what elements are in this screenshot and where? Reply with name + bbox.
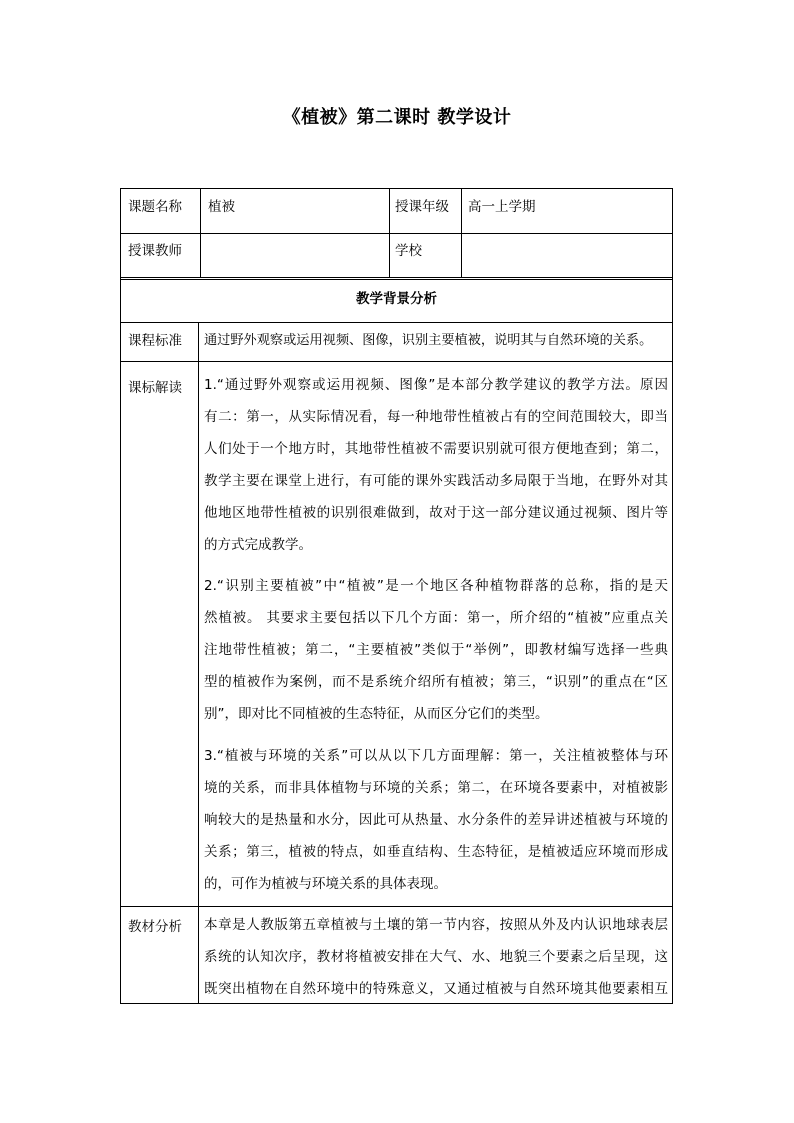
text-line: 关系；第三，植被的特点，如垂直结构、生态特征，是植被适应环境而形成 xyxy=(204,844,668,860)
text-line: 注地带性植被；第二，“主要植被”类似于“举例”，即教材编写选择一些典 xyxy=(204,642,668,658)
text-line: 既突出植物在自然环境中的特殊意义，又通过植被与自然环境其他要素相互 xyxy=(204,981,668,997)
text-line: 响较大的是热量和水分，因此可从热量、水分条件的差异讲述植被与环境的 xyxy=(204,812,668,828)
school-label: 学校 xyxy=(395,243,422,259)
text-line: 2.“识别主要植被”中“植被”是一个地区各种植物群落的总称，指的是天 xyxy=(204,578,668,594)
text-line: 然植被。 其要求主要包括以下几个方面：第一，所介绍的“植被”应重点关 xyxy=(204,610,668,626)
text-line: 别”，即对比不同植被的生态特征，从而区分它们的类型。 xyxy=(204,706,549,722)
text-line: 的方式完成教学。 xyxy=(204,537,312,553)
section-heading: 教学背景分析 xyxy=(356,291,437,307)
standard-label: 课程标准 xyxy=(128,333,182,349)
teacher-label: 授课教师 xyxy=(128,243,182,259)
interpretation-paragraph-2 xyxy=(204,570,668,730)
topic-value: 植被 xyxy=(208,199,235,215)
interpretation-label: 课标解读 xyxy=(128,380,182,396)
textbook-text xyxy=(204,909,668,1005)
standard-text: 通过野外观察或运用视频、图像，识别主要植被，说明其与自然环境的关系。 xyxy=(204,333,653,348)
topic-label: 课题名称 xyxy=(128,199,182,215)
text-line: 3.“植被与环境的关系”可以从以下几方面理解：第一，关注植被整体与环 xyxy=(204,748,668,764)
text-line: 的，可作为植被与环境关系的具体表现。 xyxy=(204,876,447,892)
text-line: 本章是人教版第五章植被与土壤的第一节内容，按照从外及内认识地球表层 xyxy=(204,917,668,933)
text-line: 教学主要在课堂上进行，有可能的课外实践活动多局限于当地，在野外对其 xyxy=(204,473,668,489)
interpretation-paragraph-3 xyxy=(204,740,668,900)
text-line: 型的植被作为案例，而不是系统介绍所有植被；第三，“识别”的重点在“区 xyxy=(204,674,668,690)
page-title: 《植被》第二课时 教学设计 xyxy=(282,107,512,128)
text-line: 境的关系，而非具体植物与环境的关系；第二，在环境各要素中，对植被影 xyxy=(204,780,668,796)
text-line: 系统的认知次序，教材将植被安排在大气、水、地貌三个要素之后呈现，这 xyxy=(204,949,668,965)
interpretation-paragraph-1 xyxy=(204,369,668,561)
grade-value: 高一上学期 xyxy=(468,199,536,215)
text-line: 他地区地带性植被的识别很难做到，故对于这一部分建议通过视频、图片等 xyxy=(204,505,668,521)
text-line: 有二：第一，从实际情况看，每一种地带性植被占有的空间范围较大，即当 xyxy=(204,409,668,425)
textbook-label: 教材分析 xyxy=(128,919,182,935)
text-line: 1.“通过野外观察或运用视频、图像”是本部分教学建议的教学方法。原因 xyxy=(204,377,668,393)
text-line: 人们处于一个地方时，其地带性植被不需要识别就可很方便地查到；第二， xyxy=(204,441,668,457)
grade-label: 授课年级 xyxy=(395,199,449,215)
